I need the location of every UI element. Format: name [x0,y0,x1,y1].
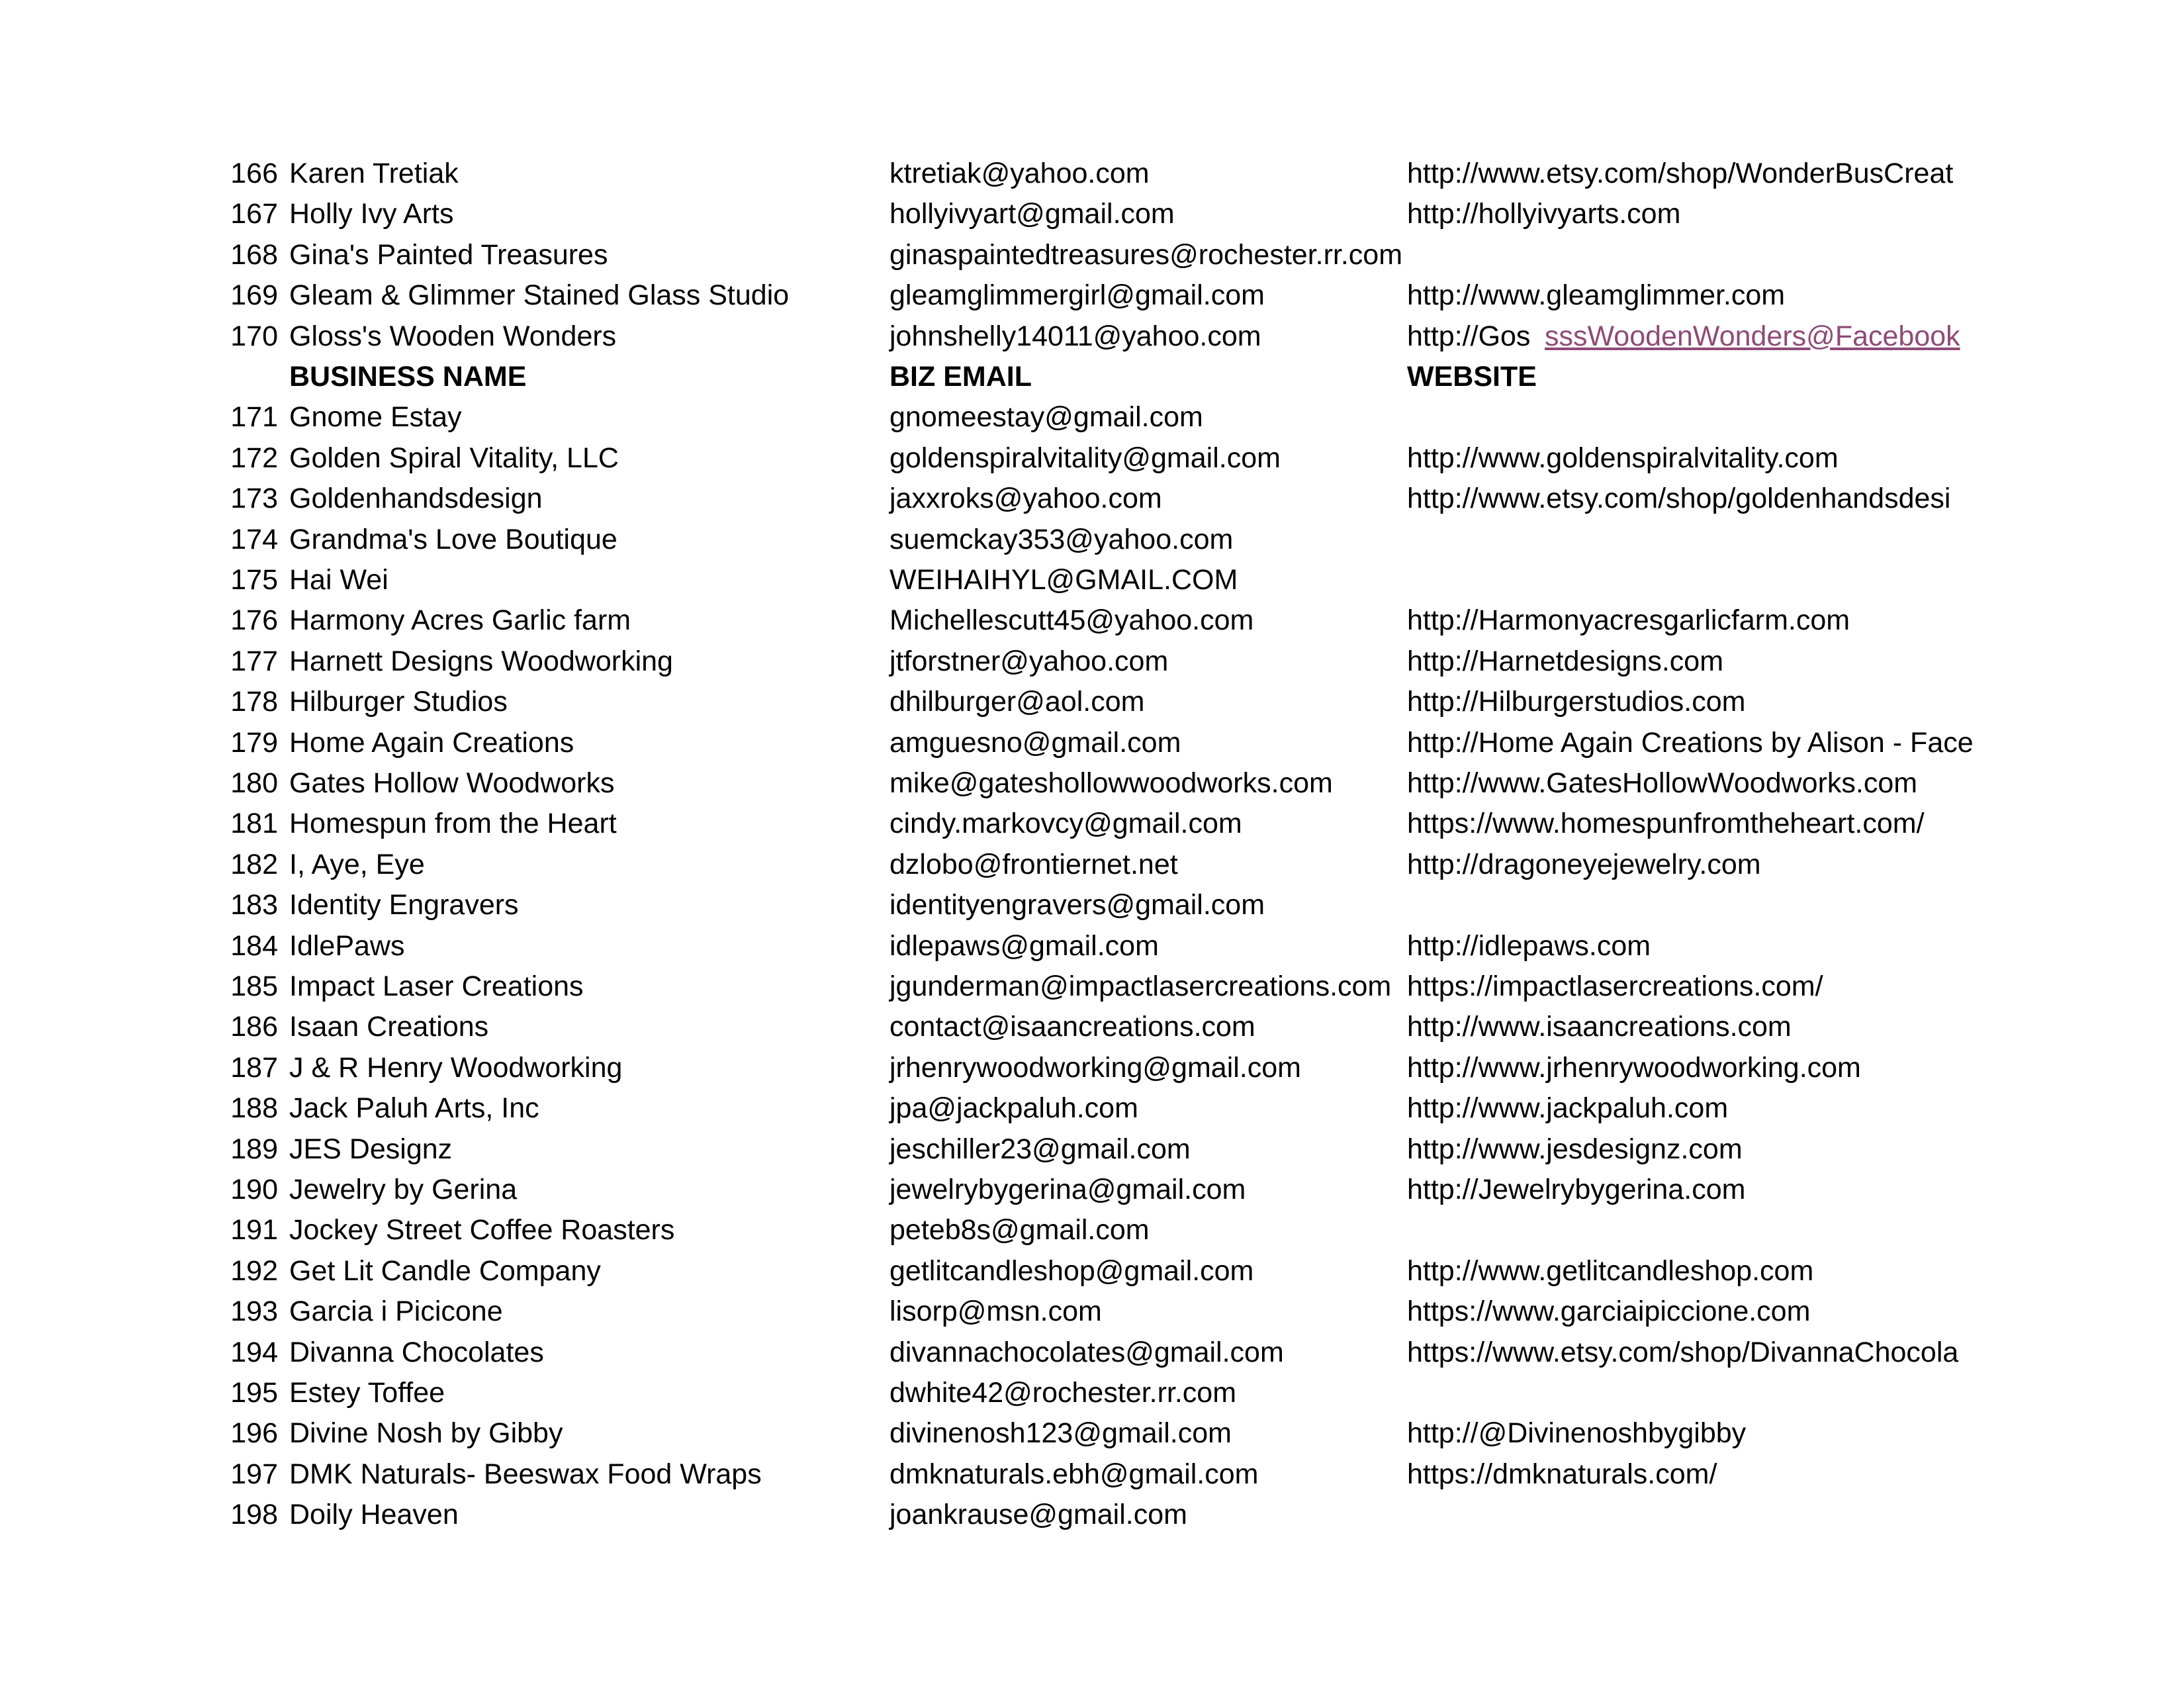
business-name-cell: IdlePaws [289,930,405,962]
business-name-cell: Identity Engravers [289,889,519,921]
business-name-cell: Karen Tretiak [289,158,459,189]
table-row [0,1048,2184,1088]
table-row [0,1454,2184,1495]
table-row [0,235,2184,275]
table-row [0,154,2184,194]
email-cell: divinenosh123@gmail.com [889,1417,1232,1449]
website-cell: http://dragoneyejewelry.com [1407,845,1979,885]
table-row [0,438,2184,479]
email-cell: hollyivyart@gmail.com [889,198,1175,230]
row-number: 181 [230,808,278,839]
website-cell: http://idlepaws.com [1407,926,1979,966]
table-row [0,1373,2184,1413]
row-number: 168 [230,239,278,271]
email-cell: jgunderman@impactlasercreations.com [889,970,1392,1002]
business-name-cell: Holly Ivy Arts [289,198,454,230]
website-cell: http://www.jrhenrywoodworking.com [1407,1048,1979,1088]
business-name-cell: Golden Spiral Vitality, LLC [289,442,619,474]
email-cell: idlepaws@gmail.com [889,930,1159,962]
table-row [0,804,2184,844]
email-cell: jpa@jackpaluh.com [889,1092,1138,1124]
email-cell: johnshelly14011@yahoo.com [889,320,1261,352]
website-cell: http://@Divinenoshbygibby [1407,1413,1979,1454]
business-name-cell: Jockey Street Coffee Roasters [289,1214,675,1246]
row-number: 185 [230,970,278,1002]
header-biz-email: BIZ EMAIL [889,361,1032,393]
business-name-cell: Hilburger Studios [289,686,508,718]
website-cell: http://www.GatesHollowWoodworks.com [1407,763,1979,804]
table-row [0,885,2184,925]
email-cell: jaxxroks@yahoo.com [889,483,1162,514]
email-cell: goldenspiralvitality@gmail.com [889,442,1281,474]
website-cell: http://www.gleamglimmer.com [1407,275,1979,316]
email-cell: ktretiak@yahoo.com [889,158,1150,189]
website-cell: http://Hilburgerstudios.com [1407,682,1979,722]
email-cell: dhilburger@aol.com [889,686,1145,718]
row-number: 192 [230,1255,278,1287]
email-cell: ginaspaintedtreasures@rochester.rr.com [889,239,1403,271]
table-row [0,763,2184,804]
business-name-cell: Estey Toffee [289,1377,445,1409]
website-cell: https://www.garciaipiccione.com [1407,1291,1979,1332]
table-row [0,1413,2184,1454]
row-number: 167 [230,198,278,230]
business-name-cell: Hai Wei [289,564,388,596]
email-cell: Michellescutt45@yahoo.com [889,604,1254,636]
email-cell: peteb8s@gmail.com [889,1214,1150,1246]
website-cell: https://www.homespunfromtheheart.com/ [1407,804,1979,844]
business-name-cell: Goldenhandsdesign [289,483,543,514]
business-name-cell: Harnett Designs Woodworking [289,645,673,677]
business-name-cell: Home Again Creations [289,727,574,759]
website-cell: http://www.jackpaluh.com [1407,1088,1979,1129]
row-number: 180 [230,767,278,799]
email-cell: dwhite42@rochester.rr.com [889,1377,1237,1409]
business-name-cell: Gleam & Glimmer Stained Glass Studio [289,279,790,311]
email-cell: joankrause@gmail.com [889,1499,1187,1530]
website-cell: http://hollyivyarts.com [1407,194,1979,234]
business-name-cell: Gnome Estay [289,401,462,433]
table-row [0,926,2184,966]
table-row [0,1129,2184,1170]
business-name-cell: Gates Hollow Woodworks [289,767,615,799]
table-row [0,1291,2184,1332]
table-row [0,1088,2184,1129]
business-name-cell: Jack Paluh Arts, Inc [289,1092,539,1124]
business-name-cell: I, Aye, Eye [289,849,425,880]
website-cell: http://www.etsy.com/shop/goldenhandsdesi [1407,479,1979,519]
business-name-cell: Garcia i Picicone [289,1295,503,1327]
row-number: 190 [230,1174,278,1205]
email-cell: gleamglimmergirl@gmail.com [889,279,1265,311]
row-number: 198 [230,1499,278,1530]
website-text: http://Gos [1407,320,1531,352]
business-name-cell: Harmony Acres Garlic farm [289,604,631,636]
business-name-cell: Impact Laser Creations [289,970,584,1002]
table-row [0,1007,2184,1047]
table-row [0,560,2184,600]
row-number: 188 [230,1092,278,1124]
business-name-cell: DMK Naturals- Beeswax Food Wraps [289,1458,762,1490]
email-cell: mike@gateshollowwoodworks.com [889,767,1333,799]
email-cell: suemckay353@yahoo.com [889,524,1234,555]
website-cell: http://Home Again Creations by Alison - Face [1407,723,1979,763]
table-row [0,397,2184,438]
row-number: 186 [230,1011,278,1043]
email-cell: gnomeestay@gmail.com [889,401,1203,433]
row-number: 196 [230,1417,278,1449]
row-number: 166 [230,158,278,189]
email-cell: jeschiller23@gmail.com [889,1133,1191,1165]
table-row [0,520,2184,560]
email-cell: cindy.markovcy@gmail.com [889,808,1242,839]
row-number: 191 [230,1214,278,1246]
table-row [0,316,2184,357]
row-number: 175 [230,564,278,596]
business-name-cell: Homespun from the Heart [289,808,617,839]
email-cell: jrhenrywoodworking@gmail.com [889,1052,1301,1084]
table-row [0,600,2184,641]
table-row [0,682,2184,722]
website-cell: https://www.etsy.com/shop/DivannaChocola [1407,1333,1979,1373]
website-cell: https://dmknaturals.com/ [1407,1454,1979,1495]
row-number: 182 [230,849,278,880]
header-business-name: BUSINESS NAME [289,361,527,393]
business-name-cell: Doily Heaven [289,1499,459,1530]
table-row [0,966,2184,1007]
row-number: 172 [230,442,278,474]
table-row [0,1251,2184,1291]
business-name-cell: Gloss's Wooden Wonders [289,320,617,352]
email-cell: jewelrybygerina@gmail.com [889,1174,1246,1205]
row-number: 171 [230,401,278,433]
business-name-cell: Jewelry by Gerina [289,1174,518,1205]
website-cell: http://www.goldenspiralvitality.com [1407,438,1979,479]
website-cell: http://www.getlitcandleshop.com [1407,1251,1979,1291]
table-row [0,1333,2184,1373]
email-cell: WEIHAIHYL@GMAIL.COM [889,564,1238,596]
row-number: 170 [230,320,278,352]
row-number: 193 [230,1295,278,1327]
business-name-cell: Divine Nosh by Gibby [289,1417,563,1449]
row-number: 189 [230,1133,278,1165]
row-number: 176 [230,604,278,636]
table-row [0,479,2184,519]
email-cell: divannachocolates@gmail.com [889,1336,1284,1368]
website-cell [1407,316,1979,357]
email-cell: amguesno@gmail.com [889,727,1181,759]
website-cell: http://www.isaancreations.com [1407,1007,1979,1047]
row-number: 183 [230,889,278,921]
row-number: 178 [230,686,278,718]
row-number: 197 [230,1458,278,1490]
website-cell: http://Jewelrybygerina.com [1407,1170,1979,1210]
table-row [0,845,2184,885]
email-cell: dzlobo@frontiernet.net [889,849,1178,880]
business-name-cell: Gina's Painted Treasures [289,239,608,271]
table-row [0,275,2184,316]
business-name-cell: Isaan Creations [289,1011,489,1043]
table-row [0,723,2184,763]
business-name-cell: Grandma's Love Boutique [289,524,617,555]
header-website: WEBSITE [1407,357,1979,397]
row-number: 194 [230,1336,278,1368]
row-number [199,357,278,397]
table-row [0,1210,2184,1250]
website-cell: https://impactlasercreations.com/ [1407,966,1979,1007]
row-number: 187 [230,1052,278,1084]
email-cell: contact@isaancreations.com [889,1011,1255,1043]
row-number: 184 [230,930,278,962]
website-cell: http://www.etsy.com/shop/WonderBusCreat [1407,154,1979,194]
website-cell: http://Harmonyacresgarlicfarm.com [1407,600,1979,641]
business-name-cell: Divanna Chocolates [289,1336,544,1368]
email-cell: identityengravers@gmail.com [889,889,1265,921]
website-cell: http://www.jesdesignz.com [1407,1129,1979,1170]
email-cell: getlitcandleshop@gmail.com [889,1255,1254,1287]
table-row [0,1170,2184,1210]
business-name-cell: JES Designz [289,1133,453,1165]
row-number: 169 [230,279,278,311]
email-cell: dmknaturals.ebh@gmail.com [889,1458,1259,1490]
table-row [0,641,2184,682]
row-number: 195 [230,1377,278,1409]
website-hyperlink[interactable]: sssWoodenWonders@Facebook [1545,320,1960,352]
email-cell: lisorp@msn.com [889,1295,1102,1327]
business-name-cell: J & R Henry Woodworking [289,1052,623,1084]
table-row [0,194,2184,234]
table-row [0,1495,2184,1535]
row-number: 173 [230,483,278,514]
row-number: 179 [230,727,278,759]
row-number: 174 [230,524,278,555]
row-number: 177 [230,645,278,677]
business-name-cell: Get Lit Candle Company [289,1255,601,1287]
email-cell: jtforstner@yahoo.com [889,645,1169,677]
column-header-row [0,357,2184,397]
website-cell: http://Harnetdesigns.com [1407,641,1979,682]
